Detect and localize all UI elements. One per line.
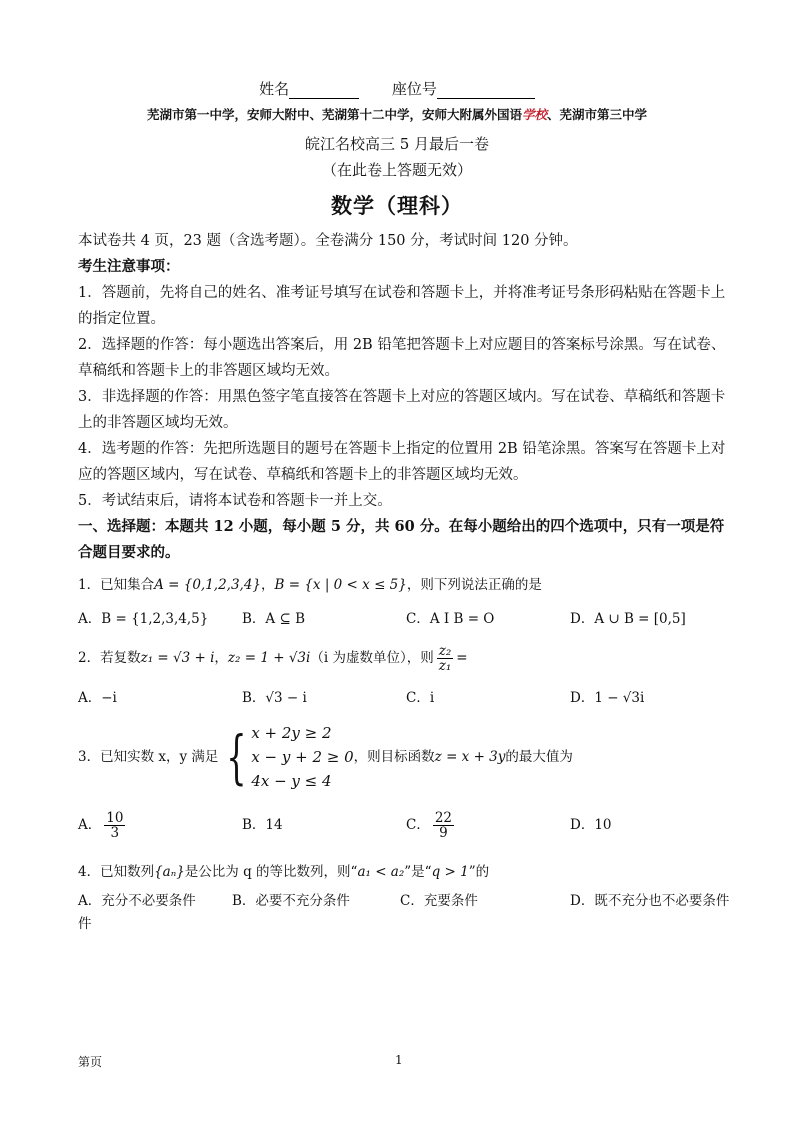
q3-target: z = x + 3y <box>434 749 506 766</box>
q3-suffix: 的最大值为 <box>505 749 573 766</box>
q2-frac-den: z₁ <box>438 658 452 675</box>
q1-sep: ， <box>261 577 275 593</box>
q4-sequence: {aₙ} <box>154 864 185 881</box>
q3-option-a-label: A． <box>78 816 102 833</box>
q4-mid1: 是公比为 q 的等比数列，则“ <box>184 864 358 881</box>
q1-option-b[interactable]: B．A ⊆ B <box>242 611 305 627</box>
exam-name: 皖江名校高三 5 月最后一卷 <box>304 135 490 153</box>
school-list-highlight: 学校 <box>521 107 547 122</box>
q2-prefix: 2．若复数 <box>78 650 141 667</box>
note-2: 2．选择题的作答：每小题选出答案后，用 2B 铅笔把答题卡上对应题目的答案标号涂黑。写在试卷、草稿纸和答题卡上的非答题区域均无效。 <box>78 337 726 379</box>
q3-option-c-fraction <box>433 811 454 840</box>
q4-condition-2: q > 1 <box>431 864 469 881</box>
q2-option-d[interactable]: D．1 − √3i <box>570 690 645 707</box>
q4-option-d-text: D．既不充分也不必要条件 <box>570 893 730 910</box>
question-3 <box>78 721 728 793</box>
q4-option-a[interactable]: A．充分不必要条件 <box>78 893 196 910</box>
q1-prefix: 1．已知集合 <box>78 577 155 593</box>
q3-option-b[interactable]: B．14 <box>242 817 283 834</box>
q2-options <box>78 683 728 713</box>
q4-suffix: ”的 <box>468 864 490 881</box>
q3-option-c-num: 22 <box>434 809 453 826</box>
q3-constraint-2: x − y + 2 ≥ 0 <box>251 748 354 767</box>
q4-options <box>78 889 728 913</box>
q3-option-c-den: 9 <box>439 824 448 841</box>
school-list-text: 芜湖市第一中学，安师大附中、芜湖第十二中学，安师大附属外国语 <box>146 107 522 122</box>
note-4: 4．选考题的作答：先把所选题目的题号在答题卡上指定的位置用 2B 铅笔涂黑。答案写在答题卡上对应的答题区域内，写在试卷、草稿纸和答题卡上的非答题区域均无效。 <box>78 441 726 483</box>
question-1 <box>78 574 728 596</box>
question-2 <box>78 644 728 673</box>
intro-text: 本试卷共 4 页，23 题（含选考题）。全卷满分 150 分，考试时间 120 分钟。 <box>78 233 578 249</box>
q1-options <box>78 604 728 634</box>
q2-z2: z₂ = 1 + √3i <box>227 650 311 667</box>
q1-set-b: B = {x | 0 < x ≤ 5} <box>274 577 407 593</box>
section-1-heading: 一、选择题：本题共 12 小题，每小题 5 分，共 60 分。在每小题给出的四个选项中，只有一项是符合题目要求的。 <box>78 518 725 561</box>
invalid-notice: （在此卷上答题无效） <box>321 161 472 179</box>
q4-mid2: ”是“ <box>404 864 432 881</box>
q1-suffix: ，则下列说法正确的是 <box>406 577 542 593</box>
q1-option-a[interactable]: A．B = {1,2,3,4,5} <box>78 611 209 627</box>
q3-prefix: 3．已知实数 x，y 满足 <box>78 749 219 766</box>
q3-option-a-den: 3 <box>110 824 120 841</box>
exam-content <box>78 228 728 935</box>
footer-page-number: 1 <box>395 1053 403 1067</box>
note-5: 5．考试结束后，请将本试卷和答题卡一并上交。 <box>78 493 392 509</box>
q2-option-b[interactable]: B．√3 − i <box>242 690 307 707</box>
name-label: 姓名 <box>259 80 290 98</box>
q3-constraints <box>251 721 353 793</box>
q2-frac-num: z₂ <box>438 643 452 659</box>
q3-options <box>78 803 728 847</box>
subject-title: 数学（理科） <box>331 193 463 218</box>
seat-label: 座位号 <box>391 80 437 98</box>
q1-option-d[interactable]: D．A ∪ B = [0,5] <box>570 611 686 627</box>
q4-prefix: 4．已知数列 <box>78 864 155 881</box>
seat-blank[interactable] <box>437 84 535 99</box>
school-list-text-end: 、芜湖市第三中学 <box>547 107 648 122</box>
q3-option-a[interactable] <box>78 811 242 840</box>
q3-option-d[interactable]: D．10 <box>570 817 612 834</box>
q3-constraint-3: 4x − y ≤ 4 <box>251 772 332 791</box>
q2-suffix: = <box>456 650 468 667</box>
q2-option-c[interactable]: C．i <box>406 690 435 707</box>
q3-constraint-1: x + 2y ≥ 2 <box>251 724 332 743</box>
question-4 <box>78 861 728 883</box>
q2-option-a[interactable]: A．−i <box>78 690 117 707</box>
q3-mid: ，则目标函数 <box>353 749 435 766</box>
name-blank[interactable] <box>289 84 359 99</box>
q2-sep: ， <box>214 650 228 667</box>
q2-z1: z₁ = √3 + i <box>140 650 215 667</box>
q3-option-c-label: C． <box>406 816 430 833</box>
q2-mid: （i 为虚数单位），则 <box>310 650 434 667</box>
note-1: 1．答题前，先将自己的姓名、准考证号填写在试卷和答题卡上，并将准考证号条形码粘贴在答题卡上的指定位置。 <box>78 285 726 327</box>
q3-option-a-num: 10 <box>106 809 124 826</box>
q3-constraint-system <box>218 721 353 793</box>
q4-option-b[interactable]: B．必要不充分条件 <box>232 893 350 910</box>
q3-brace: { <box>226 723 248 792</box>
school-list <box>0 105 794 123</box>
q3-option-a-fraction <box>104 811 125 840</box>
note-3: 3．非选择题的作答：用黑色签字笔直接答在答题卡上对应的答题区域内。写在试卷、草稿纸和答题卡上的非答题区域均无效。 <box>78 389 726 431</box>
q2-fraction <box>437 644 454 673</box>
q4-option-d[interactable] <box>570 888 729 914</box>
q1-option-c[interactable]: C．A I B = O <box>406 611 495 627</box>
q4-wrap-text: 件 <box>78 916 92 933</box>
name-seat-row <box>0 78 794 99</box>
q4-condition-1: a₁ < a₂ <box>357 864 405 881</box>
q3-option-c[interactable] <box>406 811 570 840</box>
footer-page-label: 第页 <box>78 1055 103 1069</box>
q1-set-a: A = {0,1,2,3,4} <box>154 577 262 593</box>
notes-title: 考生注意事项： <box>78 258 180 275</box>
q4-option-c[interactable]: C．充要条件 <box>400 893 478 910</box>
